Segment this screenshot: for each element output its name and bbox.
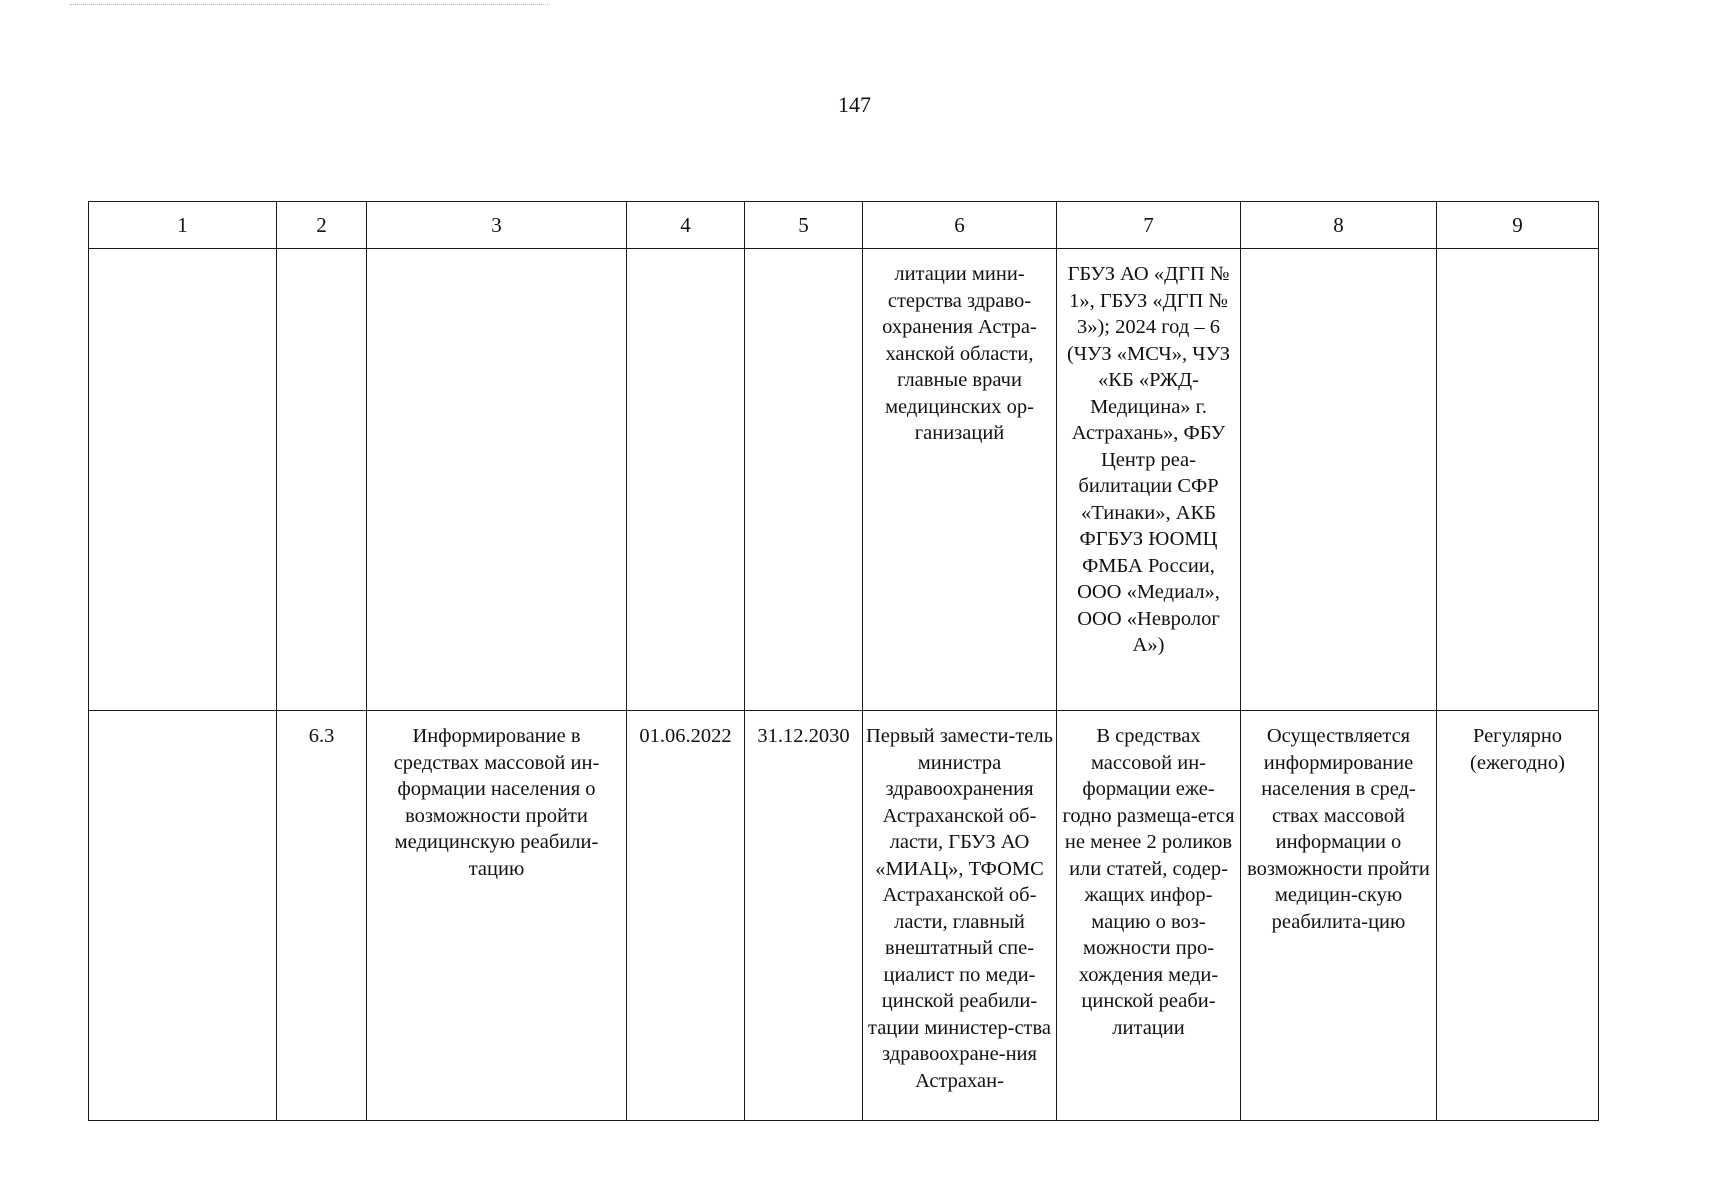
cell-col1 — [89, 249, 277, 711]
cell-end-date: 31.12.2030 — [745, 711, 863, 1121]
column-header-7: 7 — [1057, 202, 1241, 249]
cell-frequency: Регулярно (ежегодно) — [1437, 711, 1599, 1121]
page-number: 147 — [838, 92, 871, 117]
cell-col2 — [277, 249, 367, 711]
column-header-8: 8 — [1241, 202, 1437, 249]
cell-measure-name: Информирование в средствах массовой ин-формации населения о возможности пройти медицинскую реабили-тацию — [367, 711, 627, 1121]
cell-col1 — [89, 711, 277, 1121]
cell-description: Осуществляется информирование населения в сред-ствах массовой информации о возможности пройти медицин-скую реабилита-цию — [1241, 711, 1437, 1121]
column-header-6: 6 — [863, 202, 1057, 249]
cell-col8 — [1241, 249, 1437, 711]
cell-result: ГБУЗ АО «ДГП № 1», ГБУЗ «ДГП № 3»); 2024 год – 6 (ЧУЗ «МСЧ», ЧУЗ «КБ «РЖД-Медицина» г. Астрахань», ФБУ Центр реа-билитации СФР «Тинаки», АКБ ФГБУЗ ЮОМЦ ФМБА России, ООО «Медиал», ООО «Невролог А») — [1057, 249, 1241, 711]
column-header-5: 5 — [745, 202, 863, 249]
cell-responsible: литации мини-стерства здраво-охранения Астра-ханской области, главные врачи медицинских ор-ганизаций — [863, 249, 1057, 711]
column-header-9: 9 — [1437, 202, 1599, 249]
measures-table — [88, 201, 1599, 1121]
column-header-2: 2 — [277, 202, 367, 249]
cell-item-number: 6.3 — [277, 711, 367, 1121]
cell-col3 — [367, 249, 627, 711]
cell-col5 — [745, 249, 863, 711]
cell-result: В средствах массовой ин-формации еже-годно размеща-ется не менее 2 роликов или статей, содер-жащих инфор-мацию о воз-можности про-хождения меди-цинской реаби-литации — [1057, 711, 1241, 1121]
table-header-row — [89, 202, 1599, 249]
table-row — [89, 711, 1599, 1121]
cell-col9 — [1437, 249, 1599, 711]
column-header-3: 3 — [367, 202, 627, 249]
cell-responsible: Первый замести-тель министра здравоохранения Астраханской об-ласти, ГБУЗ АО «МИАЦ», ТФОМС Астраханской об-ласти, главный внештатный спе-циалист по меди-цинской реабили-тации министер-ства здравоохране-ния Астрахан- — [863, 711, 1057, 1121]
column-header-1: 1 — [89, 202, 277, 249]
cell-start-date: 01.06.2022 — [627, 711, 745, 1121]
table-row — [89, 249, 1599, 711]
column-header-4: 4 — [627, 202, 745, 249]
scan-artifact — [70, 4, 550, 9]
cell-col4 — [627, 249, 745, 711]
